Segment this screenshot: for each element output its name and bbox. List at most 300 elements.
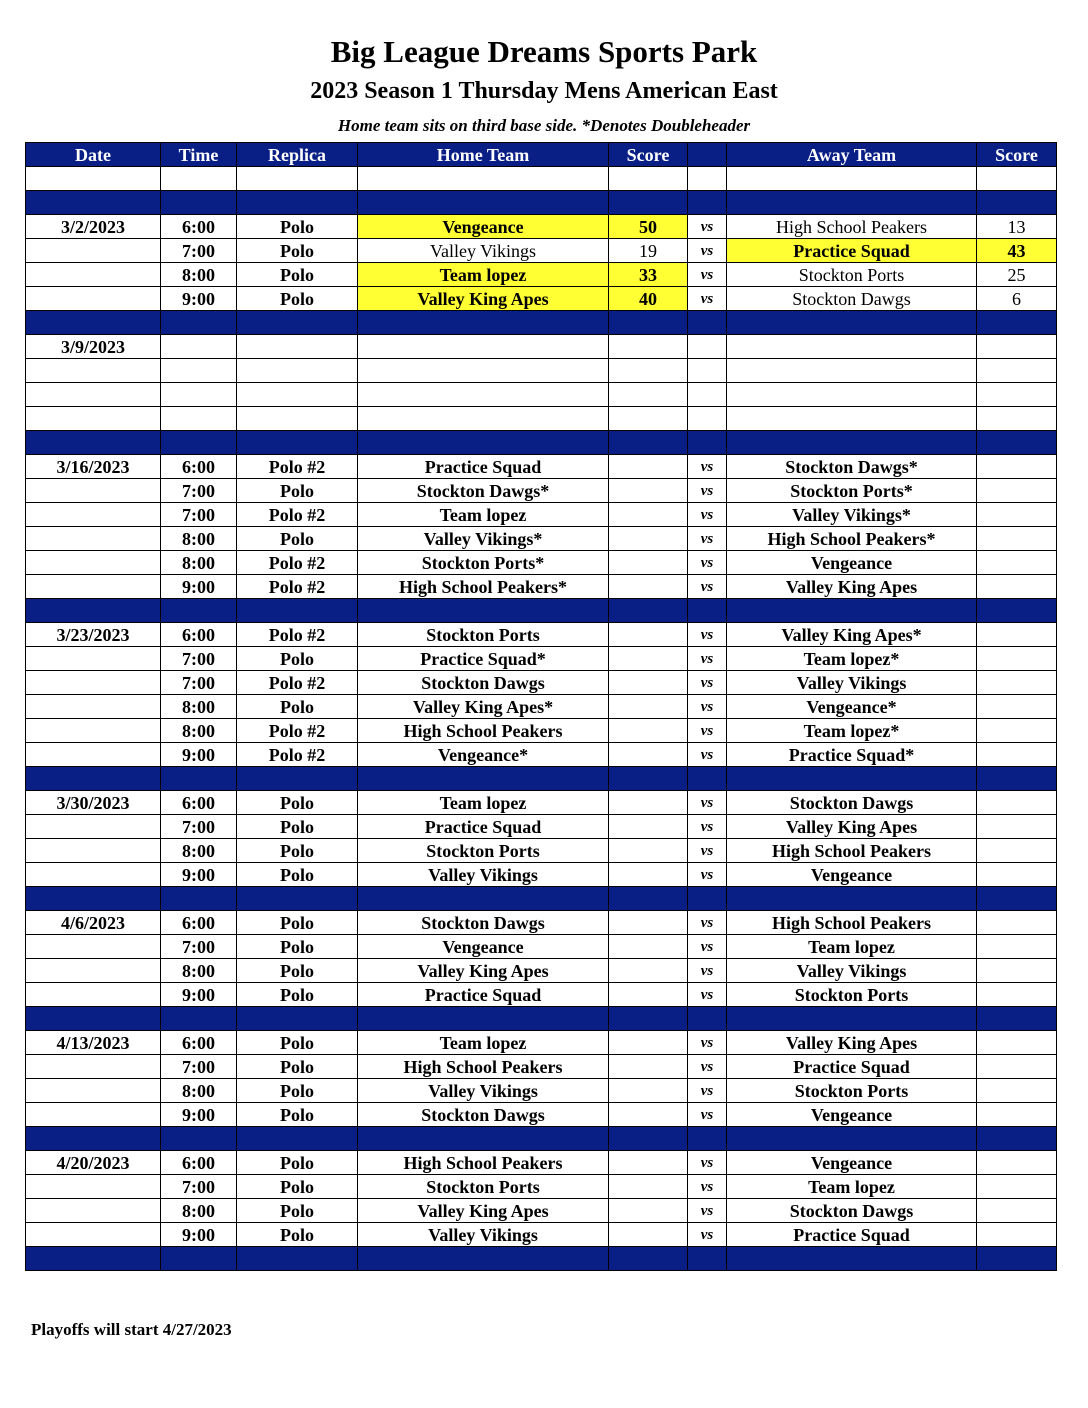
date-cell	[26, 695, 161, 719]
home-team-cell: Stockton Dawgs*	[358, 479, 609, 503]
date-cell	[26, 647, 161, 671]
home-score-cell	[609, 407, 688, 431]
separator-cell	[977, 599, 1057, 623]
vs-cell: vs	[688, 503, 727, 527]
home-team-cell	[358, 407, 609, 431]
home-team-cell: Team lopez	[358, 791, 609, 815]
separator-cell	[237, 599, 358, 623]
away-score-cell	[977, 647, 1057, 671]
away-score-cell	[977, 695, 1057, 719]
separator-cell	[727, 599, 977, 623]
separator-cell	[26, 1127, 161, 1151]
separator-cell	[237, 311, 358, 335]
vs-cell: vs	[688, 215, 727, 239]
separator-cell	[26, 1247, 161, 1271]
time-cell: 9:00	[161, 1223, 237, 1247]
col-home-score: Score	[609, 143, 688, 167]
home-team-cell: Valley King Apes	[358, 959, 609, 983]
separator-cell	[609, 431, 688, 455]
separator-cell	[161, 887, 237, 911]
replica-cell: Polo	[237, 959, 358, 983]
away-score-cell	[977, 575, 1057, 599]
separator-cell	[688, 767, 727, 791]
vs-cell: vs	[688, 455, 727, 479]
time-cell: 9:00	[161, 1103, 237, 1127]
replica-cell: Polo	[237, 479, 358, 503]
vs-cell: vs	[688, 1223, 727, 1247]
separator-cell	[358, 1127, 609, 1151]
time-cell: 6:00	[161, 215, 237, 239]
vs-cell: vs	[688, 1031, 727, 1055]
table-row	[26, 959, 1057, 983]
away-team-cell	[727, 383, 977, 407]
vs-cell: vs	[688, 527, 727, 551]
replica-cell: Polo	[237, 1199, 358, 1223]
away-team-cell	[727, 335, 977, 359]
away-score-cell	[977, 911, 1057, 935]
time-cell: 7:00	[161, 647, 237, 671]
header-row	[26, 143, 1057, 167]
time-cell: 8:00	[161, 551, 237, 575]
date-cell: 3/16/2023	[26, 455, 161, 479]
separator-cell	[609, 767, 688, 791]
date-cell	[26, 671, 161, 695]
away-score-cell	[977, 551, 1057, 575]
home-team-cell: High School Peakers*	[358, 575, 609, 599]
away-score-cell	[977, 479, 1057, 503]
home-team-cell: Valley King Apes	[358, 287, 609, 311]
table-row	[26, 455, 1057, 479]
date-cell	[26, 1223, 161, 1247]
date-cell: 4/13/2023	[26, 1031, 161, 1055]
table-row	[26, 407, 1057, 431]
home-score-cell	[609, 935, 688, 959]
vs-cell: vs	[688, 719, 727, 743]
table-row	[26, 239, 1057, 263]
away-team-cell: High School Peakers*	[727, 527, 977, 551]
away-team-cell: Vengeance	[727, 551, 977, 575]
separator-cell	[727, 191, 977, 215]
table-row	[26, 1199, 1057, 1223]
away-score-cell: 25	[977, 263, 1057, 287]
replica-cell: Polo #2	[237, 623, 358, 647]
table-row	[26, 695, 1057, 719]
away-team-cell: Team lopez*	[727, 647, 977, 671]
table-row	[26, 287, 1057, 311]
away-team-cell: Vengeance	[727, 1103, 977, 1127]
vs-cell: vs	[688, 983, 727, 1007]
away-score-cell	[977, 1223, 1057, 1247]
away-score-cell	[977, 167, 1057, 191]
home-score-cell	[609, 167, 688, 191]
home-team-cell: High School Peakers	[358, 719, 609, 743]
time-cell: 7:00	[161, 1055, 237, 1079]
time-cell: 8:00	[161, 263, 237, 287]
separator-cell	[358, 311, 609, 335]
vs-cell	[688, 383, 727, 407]
week-separator	[26, 431, 1057, 455]
away-team-cell: Team lopez*	[727, 719, 977, 743]
home-team-cell: Team lopez	[358, 503, 609, 527]
date-cell	[26, 839, 161, 863]
replica-cell: Polo	[237, 791, 358, 815]
replica-cell: Polo	[237, 527, 358, 551]
page-title: Big League Dreams Sports Park	[330, 34, 758, 69]
date-cell	[26, 1079, 161, 1103]
home-score-cell: 33	[609, 263, 688, 287]
separator-cell	[161, 1007, 237, 1031]
home-team-cell: Team lopez	[358, 263, 609, 287]
table-row	[26, 551, 1057, 575]
replica-cell: Polo	[237, 263, 358, 287]
time-cell	[161, 383, 237, 407]
separator-cell	[977, 431, 1057, 455]
away-team-cell: Valley Vikings	[727, 959, 977, 983]
away-team-cell: Stockton Ports	[727, 1079, 977, 1103]
col-time: Time	[161, 143, 237, 167]
away-score-cell	[977, 791, 1057, 815]
time-cell: 6:00	[161, 1031, 237, 1055]
vs-cell	[688, 407, 727, 431]
separator-cell	[727, 431, 977, 455]
separator-cell	[161, 1127, 237, 1151]
vs-cell: vs	[688, 1103, 727, 1127]
separator-cell	[26, 191, 161, 215]
separator-cell	[237, 191, 358, 215]
home-score-cell	[609, 479, 688, 503]
table-row	[26, 911, 1057, 935]
week-separator	[26, 599, 1057, 623]
playoffs-note: Playoffs will start 4/27/2023	[31, 1320, 232, 1339]
away-team-cell: Stockton Dawgs	[727, 791, 977, 815]
away-team-cell: Vengeance*	[727, 695, 977, 719]
schedule-table	[25, 142, 1057, 1271]
table-row	[26, 383, 1057, 407]
time-cell: 6:00	[161, 455, 237, 479]
replica-cell: Polo	[237, 1103, 358, 1127]
home-score-cell	[609, 863, 688, 887]
table-row	[26, 215, 1057, 239]
col-home-team: Home Team	[358, 143, 609, 167]
separator-cell	[237, 1007, 358, 1031]
date-cell	[26, 863, 161, 887]
table-row	[26, 527, 1057, 551]
separator-cell	[26, 599, 161, 623]
vs-cell: vs	[688, 671, 727, 695]
separator-cell	[727, 767, 977, 791]
home-team-cell: Stockton Dawgs	[358, 911, 609, 935]
replica-cell	[237, 167, 358, 191]
away-score-cell: 43	[977, 239, 1057, 263]
date-cell	[26, 551, 161, 575]
separator-cell	[161, 767, 237, 791]
separator-cell	[688, 431, 727, 455]
home-team-cell: Valley Vikings	[358, 863, 609, 887]
away-team-cell: Valley King Apes	[727, 575, 977, 599]
home-score-cell	[609, 551, 688, 575]
time-cell: 8:00	[161, 695, 237, 719]
vs-cell: vs	[688, 263, 727, 287]
away-score-cell	[977, 719, 1057, 743]
time-cell: 7:00	[161, 479, 237, 503]
table-row	[26, 1175, 1057, 1199]
away-score-cell	[977, 671, 1057, 695]
separator-cell	[609, 1247, 688, 1271]
table-row	[26, 815, 1057, 839]
date-cell	[26, 575, 161, 599]
vs-cell: vs	[688, 695, 727, 719]
replica-cell: Polo #2	[237, 719, 358, 743]
away-team-cell: High School Peakers	[727, 215, 977, 239]
home-team-cell: Stockton Ports	[358, 839, 609, 863]
replica-cell: Polo #2	[237, 743, 358, 767]
replica-cell	[237, 335, 358, 359]
vs-cell: vs	[688, 239, 727, 263]
separator-cell	[26, 1007, 161, 1031]
date-cell: 4/6/2023	[26, 911, 161, 935]
table-row	[26, 1151, 1057, 1175]
week-separator	[26, 887, 1057, 911]
away-team-cell: Team lopez	[727, 935, 977, 959]
vs-cell	[688, 167, 727, 191]
time-cell: 7:00	[161, 503, 237, 527]
separator-cell	[237, 767, 358, 791]
time-cell: 6:00	[161, 623, 237, 647]
table-row	[26, 479, 1057, 503]
time-cell: 6:00	[161, 911, 237, 935]
away-score-cell	[977, 1199, 1057, 1223]
table-row	[26, 719, 1057, 743]
replica-cell: Polo	[237, 1079, 358, 1103]
away-team-cell: Stockton Ports	[727, 263, 977, 287]
date-cell: 3/2/2023	[26, 215, 161, 239]
vs-cell: vs	[688, 743, 727, 767]
table-row	[26, 647, 1057, 671]
home-team-cell: High School Peakers	[358, 1055, 609, 1079]
separator-cell	[161, 431, 237, 455]
home-team-cell: Stockton Ports	[358, 1175, 609, 1199]
time-cell	[161, 359, 237, 383]
home-team-cell: Valley King Apes	[358, 1199, 609, 1223]
replica-cell: Polo	[237, 1175, 358, 1199]
vs-cell: vs	[688, 1151, 727, 1175]
date-cell: 3/9/2023	[26, 335, 161, 359]
table-row	[26, 1103, 1057, 1127]
table-row	[26, 863, 1057, 887]
away-team-cell: Valley King Apes	[727, 815, 977, 839]
home-score-cell	[609, 503, 688, 527]
away-score-cell	[977, 335, 1057, 359]
away-score-cell	[977, 839, 1057, 863]
date-cell: 3/30/2023	[26, 791, 161, 815]
date-cell	[26, 383, 161, 407]
date-cell	[26, 1175, 161, 1199]
table-row	[26, 671, 1057, 695]
away-team-cell: Practice Squad	[727, 239, 977, 263]
away-score-cell	[977, 815, 1057, 839]
schedule-body	[26, 167, 1057, 1271]
table-row	[26, 743, 1057, 767]
separator-cell	[358, 1247, 609, 1271]
away-score-cell: 6	[977, 287, 1057, 311]
time-cell: 7:00	[161, 815, 237, 839]
vs-cell: vs	[688, 623, 727, 647]
replica-cell: Polo	[237, 1223, 358, 1247]
separator-cell	[609, 191, 688, 215]
away-score-cell	[977, 1031, 1057, 1055]
separator-cell	[609, 599, 688, 623]
separator-cell	[727, 311, 977, 335]
week-separator	[26, 191, 1057, 215]
away-score-cell: 13	[977, 215, 1057, 239]
date-cell	[26, 1103, 161, 1127]
replica-cell: Polo	[237, 1151, 358, 1175]
separator-cell	[727, 1007, 977, 1031]
away-score-cell	[977, 1103, 1057, 1127]
date-cell	[26, 815, 161, 839]
separator-cell	[237, 1127, 358, 1151]
col-vs	[688, 143, 727, 167]
date-cell	[26, 527, 161, 551]
away-team-cell: Stockton Dawgs*	[727, 455, 977, 479]
vs-cell: vs	[688, 935, 727, 959]
home-score-cell	[609, 1103, 688, 1127]
home-team-cell: Stockton Ports	[358, 623, 609, 647]
home-team-cell: High School Peakers	[358, 1151, 609, 1175]
separator-cell	[237, 887, 358, 911]
away-team-cell: High School Peakers	[727, 839, 977, 863]
vs-cell: vs	[688, 551, 727, 575]
home-score-cell	[609, 527, 688, 551]
time-cell: 6:00	[161, 1151, 237, 1175]
replica-cell: Polo #2	[237, 551, 358, 575]
separator-cell	[688, 1247, 727, 1271]
away-score-cell	[977, 983, 1057, 1007]
vs-cell: vs	[688, 815, 727, 839]
replica-cell: Polo	[237, 695, 358, 719]
page-note: Home team sits on third base side. *Denotes Doubleheader	[337, 116, 751, 135]
away-team-cell: Vengeance	[727, 863, 977, 887]
away-team-cell	[727, 359, 977, 383]
home-score-cell	[609, 455, 688, 479]
home-score-cell	[609, 959, 688, 983]
home-score-cell	[609, 1223, 688, 1247]
separator-cell	[609, 1007, 688, 1031]
home-team-cell	[358, 383, 609, 407]
table-row	[26, 839, 1057, 863]
home-team-cell: Stockton Ports*	[358, 551, 609, 575]
replica-cell: Polo #2	[237, 503, 358, 527]
table-row	[26, 791, 1057, 815]
time-cell: 8:00	[161, 959, 237, 983]
table-row	[26, 335, 1057, 359]
replica-cell: Polo	[237, 287, 358, 311]
time-cell	[161, 335, 237, 359]
replica-cell: Polo #2	[237, 455, 358, 479]
home-score-cell	[609, 359, 688, 383]
time-cell: 7:00	[161, 1175, 237, 1199]
separator-cell	[161, 1247, 237, 1271]
home-score-cell	[609, 791, 688, 815]
away-score-cell	[977, 527, 1057, 551]
separator-cell	[161, 191, 237, 215]
replica-cell: Polo	[237, 911, 358, 935]
home-score-cell	[609, 671, 688, 695]
date-cell	[26, 407, 161, 431]
separator-cell	[26, 887, 161, 911]
vs-cell: vs	[688, 479, 727, 503]
away-team-cell	[727, 167, 977, 191]
home-score-cell	[609, 743, 688, 767]
away-score-cell	[977, 407, 1057, 431]
separator-cell	[358, 887, 609, 911]
time-cell: 8:00	[161, 719, 237, 743]
home-team-cell: Vengeance	[358, 215, 609, 239]
time-cell: 9:00	[161, 983, 237, 1007]
away-team-cell	[727, 407, 977, 431]
col-date: Date	[26, 143, 161, 167]
date-cell: 3/23/2023	[26, 623, 161, 647]
date-cell	[26, 1055, 161, 1079]
time-cell: 9:00	[161, 863, 237, 887]
home-score-cell	[609, 839, 688, 863]
date-cell	[26, 503, 161, 527]
separator-cell	[358, 191, 609, 215]
time-cell: 8:00	[161, 1079, 237, 1103]
table-row	[26, 1055, 1057, 1079]
date-cell	[26, 935, 161, 959]
vs-cell: vs	[688, 863, 727, 887]
page-subtitle: 2023 Season 1 Thursday Mens American East	[310, 78, 778, 104]
away-team-cell: Valley Vikings	[727, 671, 977, 695]
separator-cell	[977, 191, 1057, 215]
replica-cell	[237, 407, 358, 431]
home-score-cell	[609, 911, 688, 935]
home-team-cell: Valley Vikings	[358, 239, 609, 263]
time-cell	[161, 407, 237, 431]
vs-cell: vs	[688, 1079, 727, 1103]
table-row	[26, 263, 1057, 287]
table-row	[26, 1079, 1057, 1103]
separator-cell	[688, 191, 727, 215]
home-score-cell	[609, 719, 688, 743]
week-separator	[26, 1247, 1057, 1271]
vs-cell: vs	[688, 959, 727, 983]
away-team-cell: Practice Squad*	[727, 743, 977, 767]
separator-cell	[161, 599, 237, 623]
home-team-cell: Valley Vikings	[358, 1079, 609, 1103]
time-cell: 9:00	[161, 287, 237, 311]
home-team-cell: Team lopez	[358, 1031, 609, 1055]
week-separator	[26, 767, 1057, 791]
vs-cell: vs	[688, 575, 727, 599]
home-score-cell	[609, 983, 688, 1007]
away-score-cell	[977, 1151, 1057, 1175]
table-row	[26, 1223, 1057, 1247]
home-team-cell: Practice Squad	[358, 983, 609, 1007]
home-team-cell: Stockton Dawgs	[358, 1103, 609, 1127]
away-team-cell: Practice Squad	[727, 1223, 977, 1247]
away-score-cell	[977, 959, 1057, 983]
separator-cell	[358, 599, 609, 623]
separator-cell	[237, 431, 358, 455]
time-cell: 8:00	[161, 839, 237, 863]
vs-cell: vs	[688, 1175, 727, 1199]
replica-cell: Polo #2	[237, 671, 358, 695]
time-cell: 9:00	[161, 575, 237, 599]
table-row	[26, 359, 1057, 383]
home-score-cell	[609, 1151, 688, 1175]
